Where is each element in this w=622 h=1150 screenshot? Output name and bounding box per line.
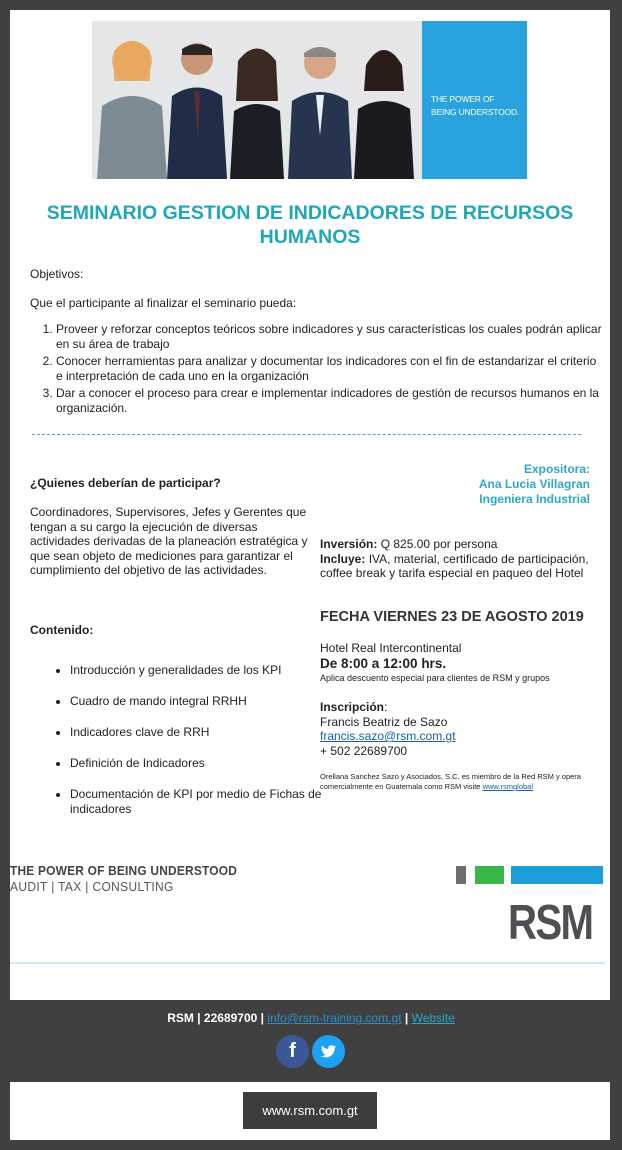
event-venue: Hotel Real Intercontinental: [320, 641, 462, 655]
rsm-global-link[interactable]: www.rsmglobal: [482, 782, 533, 791]
inscripcion-telefono: + 502 22689700: [320, 743, 408, 758]
legal-text: Orellana Sanchez Sazo y Asociados, S.C. es miembro de la Red RSM y opera comercialmente en Guatemala como RSM visite: [320, 772, 581, 791]
people-photo: [92, 21, 422, 179]
discount-note: Aplica descuento especial para clientes de RSM y grupos: [320, 673, 550, 683]
section-divider: [32, 434, 581, 435]
contenido-item: • Indicadores clave de RRH: [70, 725, 330, 740]
inversion-label: Inversión:: [320, 537, 378, 551]
rsm-logo: RSM: [508, 896, 593, 950]
facebook-glyph: f: [289, 1040, 296, 1062]
incluye-line: [320, 552, 592, 581]
objetivo-item: 1. Proveer y reforzar conceptos teóricos sobre indicadores y sus características los cuales podrán aplicar en su área de trabajo: [56, 322, 604, 351]
contenido-item: • Cuadro de mando integral RRHH: [70, 694, 330, 709]
legal-note: [320, 772, 590, 792]
contenido-item: • Introducción y generalidades de los KPI: [70, 663, 330, 678]
twitter-icon[interactable]: [312, 1035, 345, 1068]
header-banner-image: [92, 21, 527, 179]
event-hours: De 8:00 a 12:00 hrs.: [320, 656, 447, 671]
inscripcion-heading-line: [320, 700, 592, 715]
website-link[interactable]: Website: [411, 1011, 455, 1025]
contenido-item: • Documentación de KPI por medio de Fichas de indicadores: [70, 787, 330, 817]
inversion-line: [320, 537, 592, 552]
facebook-icon[interactable]: [276, 1035, 309, 1068]
objetivo-item: 3. Dar a conocer el proceso para crear e implementar indicadores de gestión de recursos humanos en la organización.: [56, 386, 604, 415]
brand-square-blue: [511, 866, 603, 884]
participantes-heading: ¿Quienes deberían de participar?: [30, 476, 221, 490]
inscripcion-label: Inscripción: [320, 700, 385, 714]
contenido-item: • Definición de Indicadores: [70, 756, 330, 771]
contact-company: RSM | 22689700 |: [167, 1011, 268, 1025]
contact-email-link[interactable]: info@rsm-training.com.gt: [267, 1011, 402, 1025]
email-card: [10, 10, 610, 1000]
expositora-block: [410, 462, 590, 507]
banner-tagline: [431, 93, 523, 119]
website-button[interactable]: www.rsm.com.gt: [243, 1092, 377, 1129]
expositora-name: Ana Lucia Villagran: [478, 477, 590, 491]
contenido-list: [52, 663, 330, 833]
expositora-role: Ingeniera Industrial: [479, 492, 590, 506]
objetivos-list: [30, 322, 604, 418]
banner-tagline-line2: BEING UNDERSTOOD.: [431, 107, 520, 117]
brand-tagline: THE POWER OF BEING UNDERSTOOD: [10, 863, 238, 878]
contact-line: [0, 1011, 622, 1025]
inversion-value: Q 825.00 por persona: [377, 537, 498, 551]
contenido-heading: Contenido:: [30, 623, 94, 637]
inscripcion-email-link[interactable]: francis.sazo@rsm.com.gt: [320, 729, 456, 743]
inscripcion-block: [320, 700, 592, 758]
inscripcion-colon: :: [384, 700, 388, 714]
seminar-title-line2: HUMANOS: [259, 226, 361, 248]
brand-divider: [10, 962, 605, 964]
incluye-label: Incluye:: [320, 551, 366, 566]
brand-square-gray: [456, 866, 466, 884]
objetivos-intro: Que el participante al finalizar el seminario pueda:: [30, 296, 297, 310]
contact-sep: |: [401, 1011, 412, 1025]
participantes-text: Coordinadores, Supervisores, Jefes y Gerentes que tengan a su cargo la ejecución de diversas actividades derivadas de la planeación estratégica y que sean objeto de mediciones para garantizar el cumplimiento del objetivo de las actividades.: [30, 505, 308, 577]
objetivos-heading: Objetivos:: [30, 267, 84, 281]
seminar-title: [30, 201, 590, 249]
objetivo-item: 2. Conocer herramientas para analizar y documentar los indicadores con el fin de estandarizar el criterio e interpretación de cada uno en la organización: [56, 354, 604, 383]
inscripcion-nombre: Francis Beatriz de Sazo: [320, 714, 448, 729]
twitter-bird-icon: [312, 1035, 345, 1068]
brand-services: AUDIT | TAX | CONSULTING: [10, 879, 174, 894]
incluye-value: IVA, material, certificado de participación, coffee break y tarifa especial en paqueo del Hotel: [320, 551, 589, 580]
brand-square-green: [475, 866, 504, 884]
expositora-label: Expositora:: [523, 462, 590, 476]
event-date: FECHA VIERNES 23 DE AGOSTO 2019: [320, 609, 584, 625]
banner-tagline-line1: THE POWER OF: [431, 94, 495, 104]
seminar-title-line1: SEMINARIO GESTION DE INDICADORES DE RECURSOS: [46, 202, 574, 224]
inversion-block: [320, 537, 592, 581]
